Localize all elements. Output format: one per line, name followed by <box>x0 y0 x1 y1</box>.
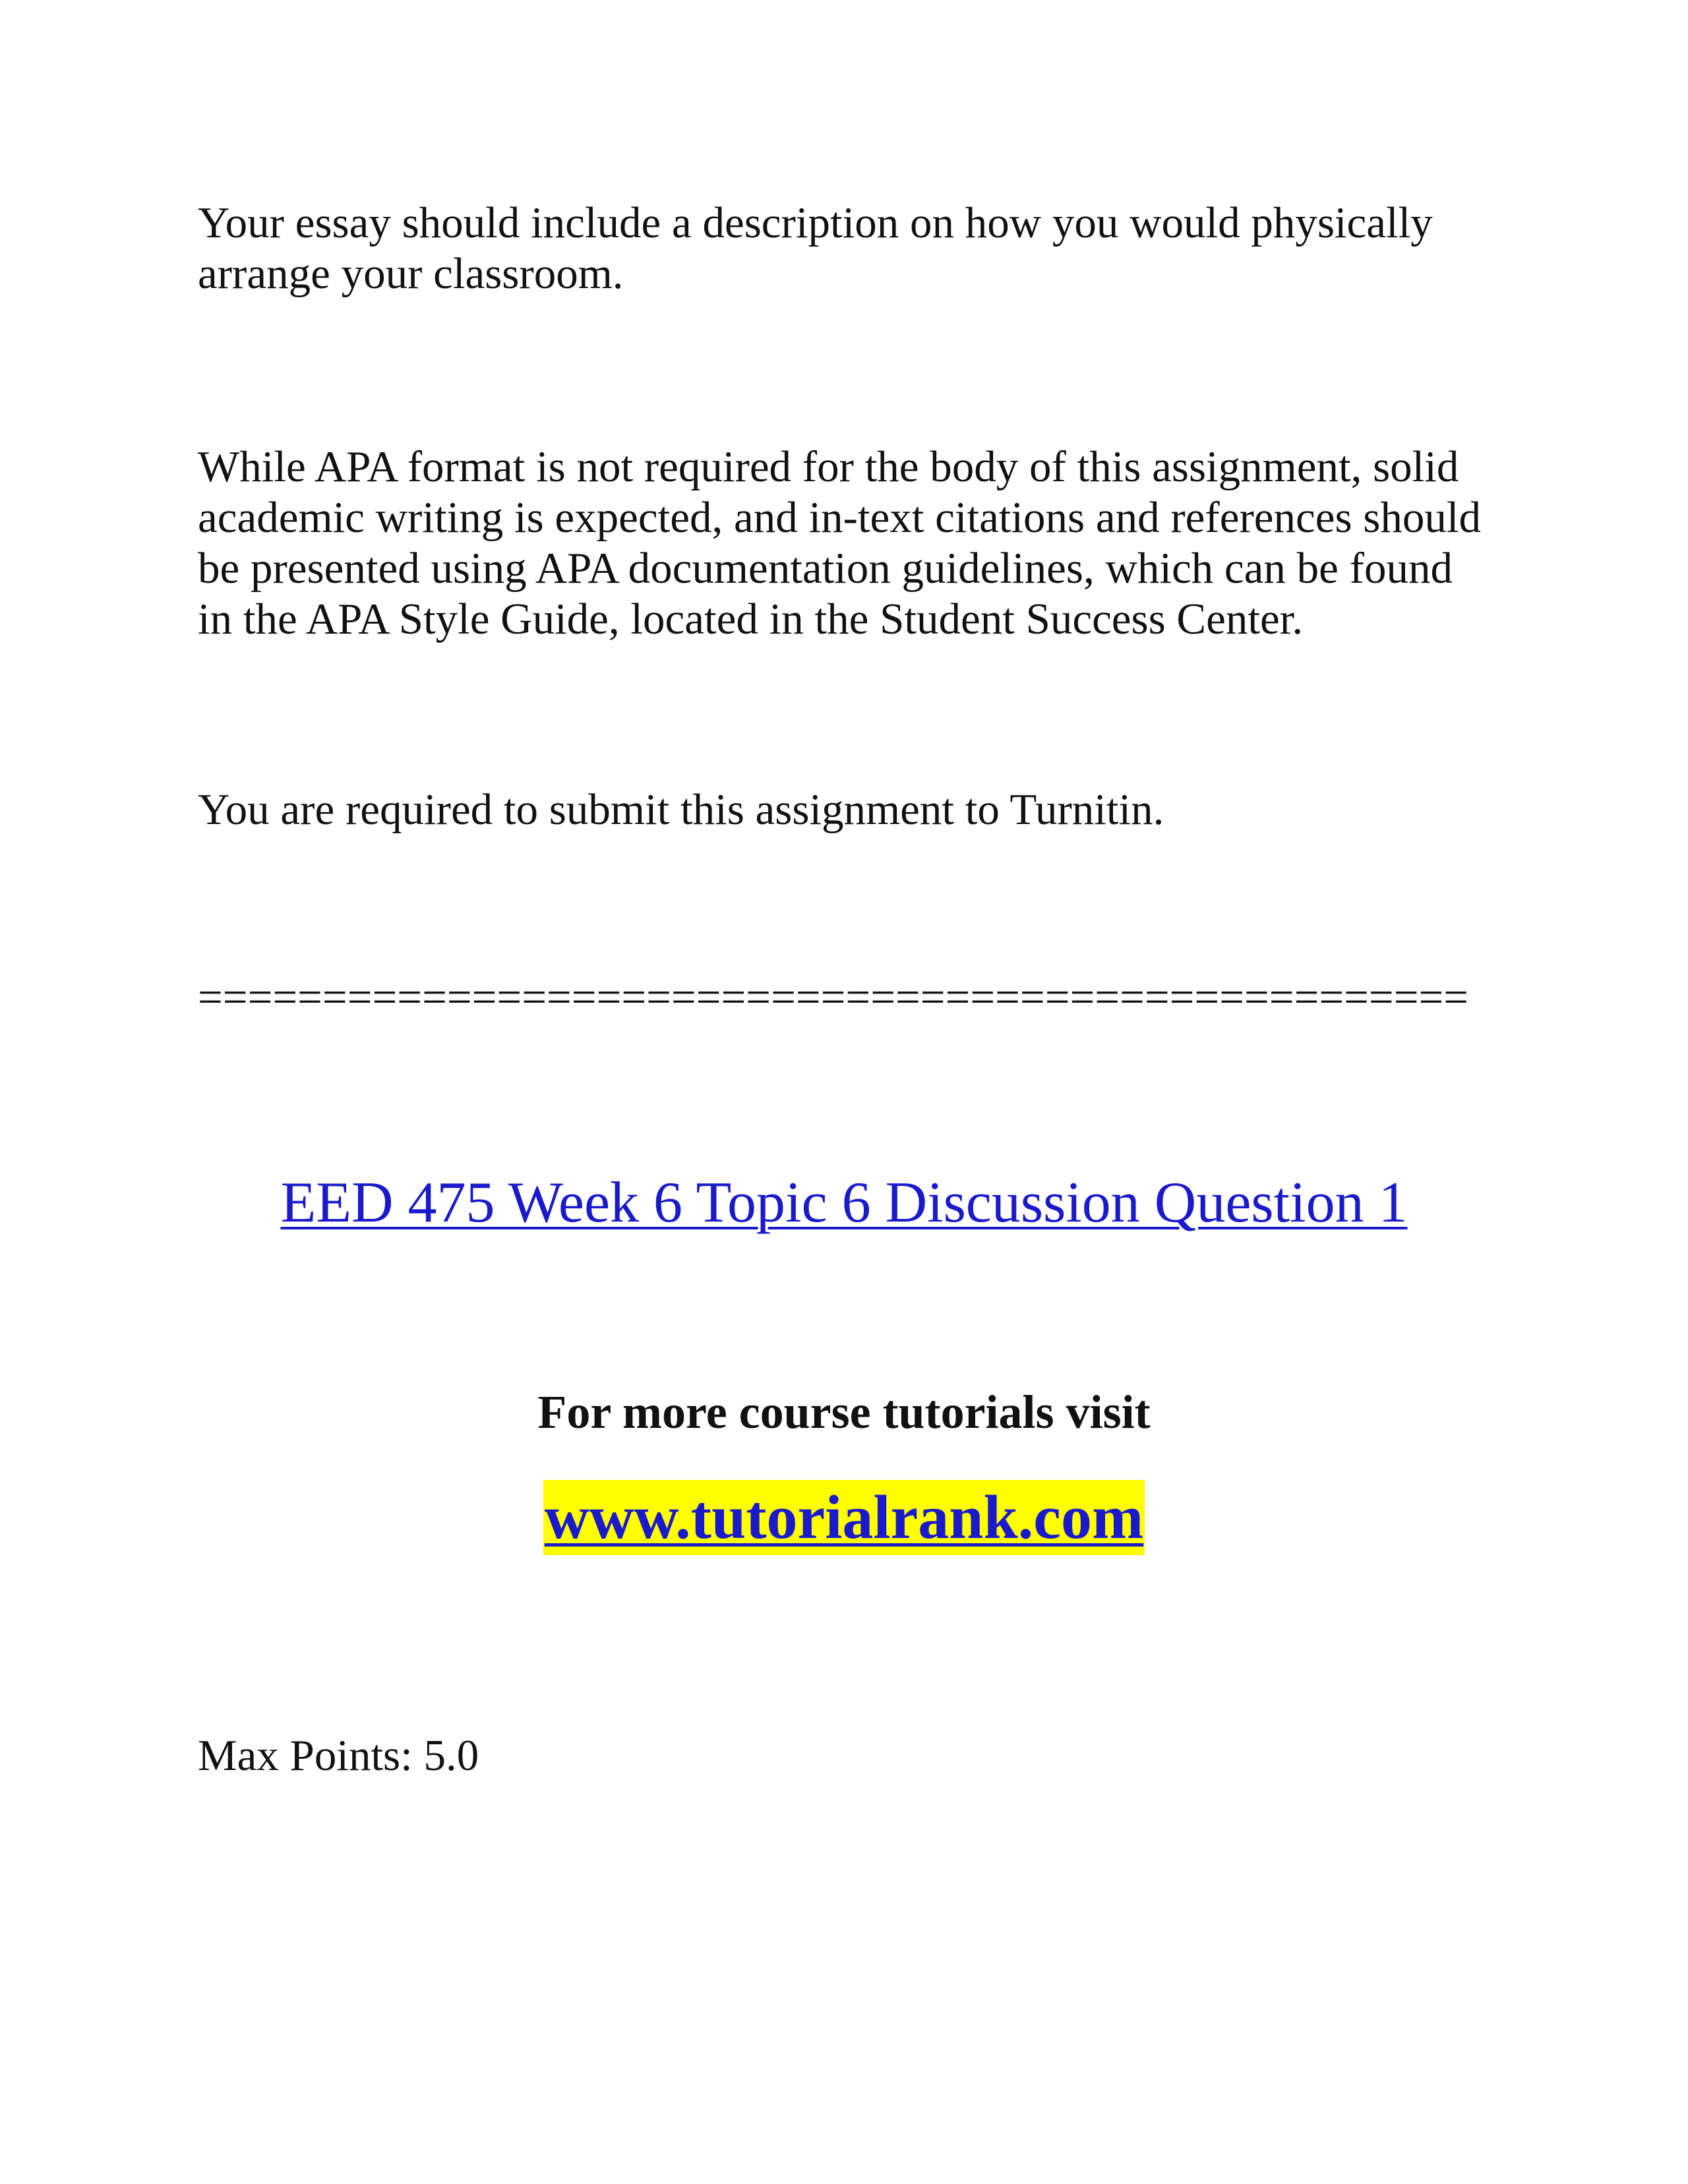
max-points-text: Max Points: 5.0 <box>198 1731 479 1780</box>
essay-instruction-paragraph: Your essay should include a description on how you would physically arrange your classroom. <box>198 198 1433 298</box>
separator-line: =================================================== <box>198 973 1469 1022</box>
tutorialrank-link[interactable]: www.tutorialrank.com <box>543 1480 1145 1555</box>
turnitin-paragraph: You are required to submit this assignment to Turnitin. <box>198 785 1164 834</box>
apa-format-paragraph: While APA format is not required for the body of this assignment, solid academic writing is expected, and in-text citations and references should be presented using APA documentation guidelines, which can be found in the APA Style Guide, located in the Student Success Center. <box>198 442 1481 643</box>
site-link-container <box>0 1480 1688 1555</box>
promo-text: For more course tutorials visit <box>537 1386 1151 1438</box>
discussion-question-link[interactable]: EED 475 Week 6 Topic 6 Discussion Question 1 <box>280 1171 1408 1235</box>
